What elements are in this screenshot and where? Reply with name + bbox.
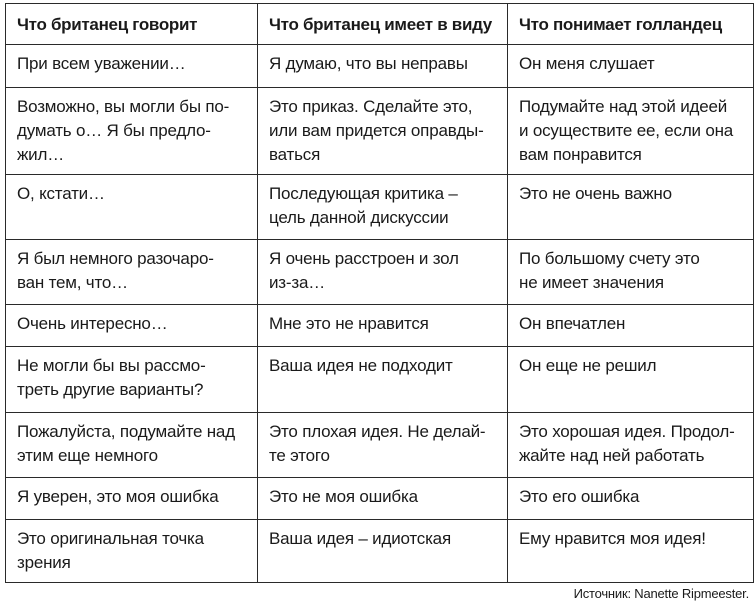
cell-british-says: Я был немного разочаро- ван тем, что…	[6, 240, 258, 305]
cell-dutch-understands: Подумайте над этой идеей и осуществите ее, если она вам понравится	[508, 88, 754, 175]
cell-dutch-understands: Это хорошая идея. Продол- жайте над ней работать	[508, 413, 754, 478]
table-row	[6, 305, 754, 347]
table-row	[6, 347, 754, 413]
cell-british-says: Очень интересно…	[6, 305, 258, 347]
cell-british-means: Ваша идея не подходит	[258, 347, 508, 413]
cell-british-says: Возможно, вы могли бы по- думать о… Я бы предло- жил…	[6, 88, 258, 175]
cell-dutch-understands: Он впечатлен	[508, 305, 754, 347]
cell-dutch-understands: Это не очень важно	[508, 175, 754, 240]
cell-british-means: Это не моя ошибка	[258, 478, 508, 520]
table-row	[6, 175, 754, 240]
cell-british-says: Я уверен, это моя ошибка	[6, 478, 258, 520]
table-row	[6, 45, 754, 88]
source-note: Источник: Nanette Ripmeester.	[573, 586, 749, 601]
header-dutch-understands: Что понимает голландец	[508, 4, 754, 45]
comparison-table	[5, 3, 754, 583]
cell-british-says: Не могли бы вы рассмо- треть другие варианты?	[6, 347, 258, 413]
table-row	[6, 413, 754, 478]
table-header-row	[6, 4, 754, 45]
header-british-says: Что британец говорит	[6, 4, 258, 45]
table-row	[6, 88, 754, 175]
cell-british-means: Это приказ. Сделайте это, или вам придется оправды- ваться	[258, 88, 508, 175]
cell-british-says: Это оригинальная точка зрения	[6, 520, 258, 583]
cell-dutch-understands: Он меня слушает	[508, 45, 754, 88]
table-row	[6, 520, 754, 583]
cell-british-means: Я очень расстроен и зол из-за…	[258, 240, 508, 305]
cell-british-means: Я думаю, что вы неправы	[258, 45, 508, 88]
cell-british-means: Мне это не нравится	[258, 305, 508, 347]
cell-dutch-understands: По большому счету это не имеет значения	[508, 240, 754, 305]
cell-british-means: Ваша идея – идиотская	[258, 520, 508, 583]
cell-british-means: Последующая критика – цель данной дискуссии	[258, 175, 508, 240]
cell-british-says: Пожалуйста, подумайте над этим еще немного	[6, 413, 258, 478]
cell-dutch-understands: Ему нравится моя идея!	[508, 520, 754, 583]
cell-dutch-understands: Это его ошибка	[508, 478, 754, 520]
cell-british-says: При всем уважении…	[6, 45, 258, 88]
header-british-means: Что британец имеет в виду	[258, 4, 508, 45]
cell-british-says: О, кстати…	[6, 175, 258, 240]
cell-dutch-understands: Он еще не решил	[508, 347, 754, 413]
comparison-table-container	[5, 3, 753, 583]
table-row	[6, 478, 754, 520]
cell-british-means: Это плохая идея. Не делай- те этого	[258, 413, 508, 478]
table-row	[6, 240, 754, 305]
